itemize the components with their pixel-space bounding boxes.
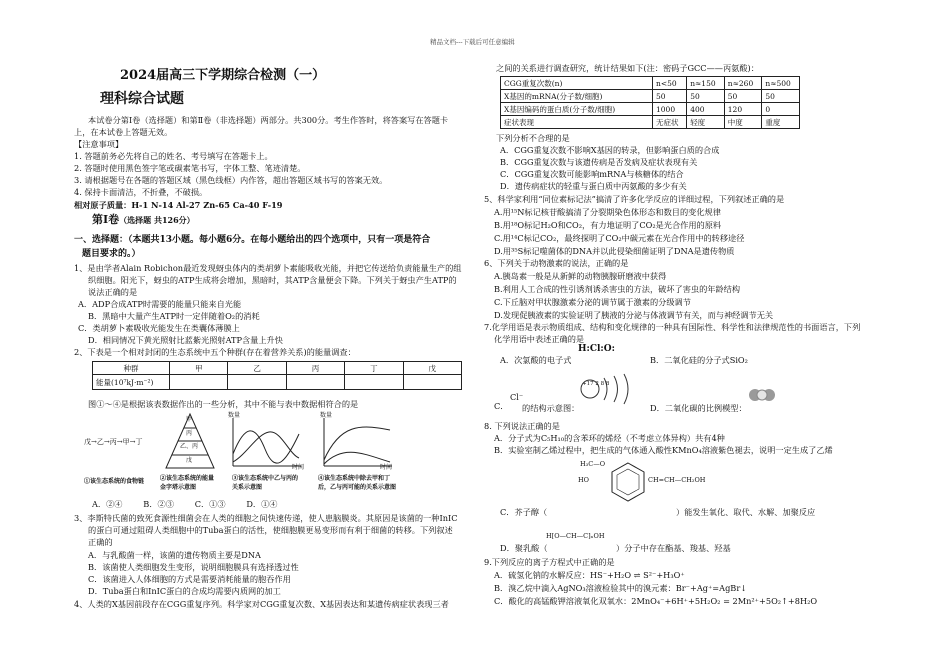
q8-option-d-text: ）分子中存在酯基、羧基、羟基: [616, 543, 731, 553]
q7-cl-ion: Cl⁻: [510, 392, 524, 402]
q7-atom-numbers: +17 2 8 8: [582, 381, 610, 387]
q8-option-a: A．分子式为C₅H₁₀的含苯环的烯烃（不考虑立体异构）共有4种: [494, 433, 725, 443]
q9-stem: 9.下列反应的离子方程式中正确的是: [484, 557, 615, 567]
q4-cell: 400: [687, 103, 725, 116]
q2-energy-table: [92, 361, 462, 390]
q3-line: 正确的: [88, 537, 113, 547]
q2-caption: ①该生态系统的食物链: [84, 478, 145, 485]
q4-cell: n<50: [653, 77, 687, 90]
q4-cell: 120: [724, 103, 762, 116]
q4-cell: 无症状: [653, 116, 687, 129]
pyramid-label: 丙: [186, 430, 193, 437]
q2-caption: ④该生态系统中除去甲和丁 后，乙与丙可能的关系示意图: [318, 475, 397, 491]
q2-table-cell: [286, 375, 344, 390]
q7-electron-formula: H:Cl:O:: [578, 344, 615, 354]
struct-label: HO: [578, 476, 589, 484]
q1-option: A．ADP合成ATP时需要的能量只能来自光能: [78, 299, 242, 309]
graph-axis-qty: 数量: [228, 412, 241, 419]
q6-option: C.下丘脑对甲状腺激素分泌的调节属于激素的分级调节: [494, 297, 691, 307]
benzene-ring-icon: [608, 460, 648, 506]
graph-axis-time: 时间: [380, 464, 393, 471]
q4-option: D．遗传病症状的轻重与蛋白质中丙氨酸的多少有关: [500, 181, 687, 191]
q4-table: [500, 76, 800, 129]
q1-option: C．类胡萝卜素吸收光能发生在类囊体薄膜上: [78, 323, 240, 333]
q3-option: B．该菌使人类细胞发生变形，说明细胞膜具有选择透过性: [88, 562, 299, 572]
pyramid-label: 甲: [186, 416, 193, 423]
q7-option-a: A．次氯酸的电子式: [500, 355, 572, 365]
q6-option: D.发现促胰液素的实验证明了胰液的分泌与体液调节有关，而与神经调节无关: [494, 310, 774, 320]
part1-note: （选择题 共126分）: [119, 215, 195, 225]
part1-label: 第Ⅰ卷: [92, 213, 120, 226]
co2-model-icon: [748, 386, 776, 404]
q4-cell: n≈500: [762, 77, 800, 90]
q7-option-d: D．二氧化碳的比例模型：: [650, 403, 747, 413]
q5-option: A.用¹⁵N标记核苷酸搞清了分裂期染色体形态和数目的变化规律: [494, 207, 721, 217]
exam-subtitle: 理科综合试题: [100, 91, 184, 107]
atomic-masses: 相对原子质量：H-1 N-14 Al-27 Zn-65 Ca-40 F-19: [74, 200, 283, 210]
q7-stem: 7.化学用语是表示物质组成、结构和变化规律的一种具有国际性、科学性和法律规范性的书面语言，下列: [484, 322, 861, 332]
q1-line: 说法正确的是: [88, 287, 138, 297]
q7-option-c-text: 的结构示意图：: [522, 403, 580, 413]
part1-heading: [92, 214, 195, 226]
q8-option-c: C．芥子醇（: [500, 507, 548, 517]
struct-label: CH=CH—CH₂OH: [648, 476, 706, 484]
q4-cell: X基因编码的蛋白质(分子数/细胞): [501, 103, 653, 116]
q4-stem-cont: 之间的关系进行调查研究，统计结果如下(注：密码子GCC——丙氨酸)：: [496, 63, 759, 73]
section1-heading-cont: 题目要求的。）: [82, 249, 141, 259]
q4-option: B．CGG重复次数与该遗传病是否发病及症状表现有关: [500, 157, 698, 167]
pyramid-label: 乙、丙: [180, 443, 199, 450]
q4-cell: 轻度: [687, 116, 725, 129]
q4-cell: 0: [762, 103, 800, 116]
q1-line: 1、是由学者Alain Robichon最近发现蚜虫体内的类胡萝卜素能吸收光能，并把它传送给负责能量生产的组: [74, 263, 462, 273]
q3-line: 的蛋白可通过阻碍人类细胞中的Tuba蛋白的活性，使细胞膜更易变形而有利于细菌的转移。下列叙述: [88, 525, 453, 535]
q4-cell: 症状表现: [501, 116, 653, 129]
q3-option: A．与乳酸菌一样，该菌的遗传物质主要是DNA: [88, 550, 261, 560]
q4-cell: 中度: [724, 116, 762, 129]
q2-caption: ②该生态系统的能量 金字塔示意图: [160, 475, 215, 491]
q1-line: 织细胞。阳光下，蚜虫的ATP生成将会增加，黑暗时，其ATP含量便会下降。下列关于蚜虫产生ATP的: [88, 275, 457, 285]
q2-table-head: 乙: [228, 362, 286, 375]
q2-table-head: 戊: [403, 362, 461, 375]
q2-table-cell: [170, 375, 228, 390]
graph-axis-qty: 数量: [320, 412, 333, 419]
exam-title: 2024届高三下学期综合检测（一）: [120, 68, 326, 83]
q8-option-d: D．聚乳酸（: [500, 543, 548, 553]
q4-cell: 50: [762, 90, 800, 103]
q9-option: A．硫氢化钠的水解反应：HS⁻+H₂O ⇌ S²⁻+H₃O⁺: [494, 570, 685, 580]
q5-option: B.用¹⁸O标记H₂O和CO₂，有力地证明了CO₂是光合作用的原料: [494, 220, 722, 230]
note-item: 4. 保持卡面清洁，不折叠，不破损。: [74, 187, 208, 197]
q9-option: B．溴乙烷中滴入AgNO₃溶液检验其中的溴元素：Br⁻+Ag⁺=AgBr↓: [494, 583, 748, 593]
section1-heading: 一、选择题：（本题共13小题。每小题6分。在每小题给出的四个选项中，只有一项是符合: [74, 235, 431, 245]
q4-option: C．CGG重复次数可能影响mRNA与核糖体的结合: [500, 169, 684, 179]
graph-axis-time: 时间: [292, 464, 305, 471]
q3-option: D．Tuba蛋白和InIC蛋白的合成均需要内质网的加工: [88, 586, 281, 596]
q2-table-cell: [403, 375, 461, 390]
q4-cell: 50: [724, 90, 762, 103]
pyramid-label: 戊: [186, 457, 193, 464]
struct-label: H₃C—O: [580, 460, 606, 468]
q4-cell: 50: [653, 90, 687, 103]
q5-option: C.用¹⁴C标记CO₂，最终探明了CO₂中碳元素在光合作用中的转移途径: [494, 233, 745, 243]
notes-heading: 【注意事项】: [74, 139, 124, 149]
q2-table-head: 丁: [345, 362, 403, 375]
q7-stem-cont: 化学用语中表述正确的是: [494, 334, 585, 344]
q2-table-cell: [345, 375, 403, 390]
q4-ask: 下列分析不合理的是: [496, 133, 570, 143]
q1-option: B．黑暗中大量产生ATP时一定伴随着O₂的消耗: [88, 311, 260, 321]
note-item: 3. 请根据题号在各题的答题区域（黑色线框）内作答，超出答题区域书写的答案无效。: [74, 175, 388, 185]
q4-cell: n≈260: [724, 77, 762, 90]
q1-option: D．相同情况下黄光照射比蓝紫光照射ATP含量上升快: [88, 335, 283, 345]
q7-option-c: C．: [494, 401, 509, 411]
q6-option: A.胰岛素一般是从新鲜的动物胰腺研磨液中获得: [494, 271, 667, 281]
q3-line: 3、李斯特氏菌的致死食源性细菌会在人类的细胞之间快速传递，使人患脑膜炎。其原因是该菌的一种InIC: [74, 513, 458, 523]
note-item: 1. 答题前务必先将自己的姓名、考号填写在答题卡上。: [74, 151, 273, 161]
q4-cell: 重度: [762, 116, 800, 129]
q3-option: C．该菌进入人体细胞的方式是需要消耗能量的胞吞作用: [88, 574, 291, 584]
q4-cell: CGG重复次数(n): [501, 77, 653, 90]
q2-figure-text: 图①～④是根据该表数据作出的一些分析，其中不能与表中数据相符合的是: [88, 399, 359, 409]
q6-stem: 6、下列关于动物激素的说法，正确的是: [484, 258, 629, 268]
q8-d-structure: H[O—CH—C]ₙOH: [546, 532, 605, 540]
intro-line: 上，在本试卷上答题无效。: [74, 127, 173, 137]
q2-food-chain: 戊→乙→丙→甲→丁: [84, 438, 143, 446]
q8-stem: 8. 下列说法正确的是: [484, 421, 560, 431]
q2-caption: ③该生态系统中乙与丙的 关系示意图: [232, 475, 299, 491]
q4-cell: 50: [687, 90, 725, 103]
q2-table-row-label: 能量(10⁷kJ·m⁻²): [93, 375, 170, 390]
q2-table-head: 种群: [93, 362, 170, 375]
q9-option: C．酸化的高锰酸钾溶液氧化双氧水：2MnO₄⁻+6H⁺+5H₂O₂ = 2Mn²⁺+5O₂↑+8H₂O: [494, 596, 818, 606]
q5-option: D.用³⁵S标记噬菌体的DNA并以此侵染细菌证明了DNA是遗传物质: [494, 246, 735, 256]
q6-option: B.利用人工合成的性引诱剂诱杀害虫的方法，破坏了害虫的年龄结构: [494, 284, 741, 294]
q4-cell: n≈150: [687, 77, 725, 90]
intro-line: 本试卷分第Ⅰ卷（选择题）和第Ⅱ卷（非选择题）两部分。共300分。考生作答时，将答案写在答题卡: [88, 115, 449, 125]
q4-stem: 4、人类的X基因前段存在CGG重复序列。科学家对CGG重复次数、X基因表达和某遗传病症状表现三者: [74, 599, 449, 609]
q4-cell: X基因的mRNA(分子数/细胞): [501, 90, 653, 103]
q2-stem: 2、下表是一个相对封闭的生态系统中五个种群(存在着营养关系)的能量调查：: [74, 347, 356, 357]
q5-stem: 5、科学家利用“同位素标记法”搞清了许多化学反应的详细过程，下列叙述正确的是: [484, 194, 785, 204]
q2-options: A．②④ B．②③ C．①③ D．①④: [92, 499, 278, 509]
q7-option-b: B．二氧化硅的分子式SiO₂: [650, 355, 748, 365]
q2-table-head: 甲: [170, 362, 228, 375]
q8-option-b: B．实验室制乙烯过程中，把生成的气体通入酸性KMnO₄溶液紫色褪去，说明一定生成了乙烯: [494, 445, 833, 455]
page-header: 精品文档---下载后可任意编辑: [430, 38, 515, 46]
note-item: 2. 答题时使用黑色签字笔或碳素笔书写，字体工整、笔迹清楚。: [74, 163, 306, 173]
q4-option: A．CGG重复次数不影响X基因的转录，但影响蛋白质的合成: [500, 145, 720, 155]
q8-option-c-text: ）能发生氧化、取代、水解、加聚反应: [676, 507, 816, 517]
q2-table-cell: [228, 375, 286, 390]
q4-cell: 1000: [653, 103, 687, 116]
q2-table-head: 丙: [286, 362, 344, 375]
